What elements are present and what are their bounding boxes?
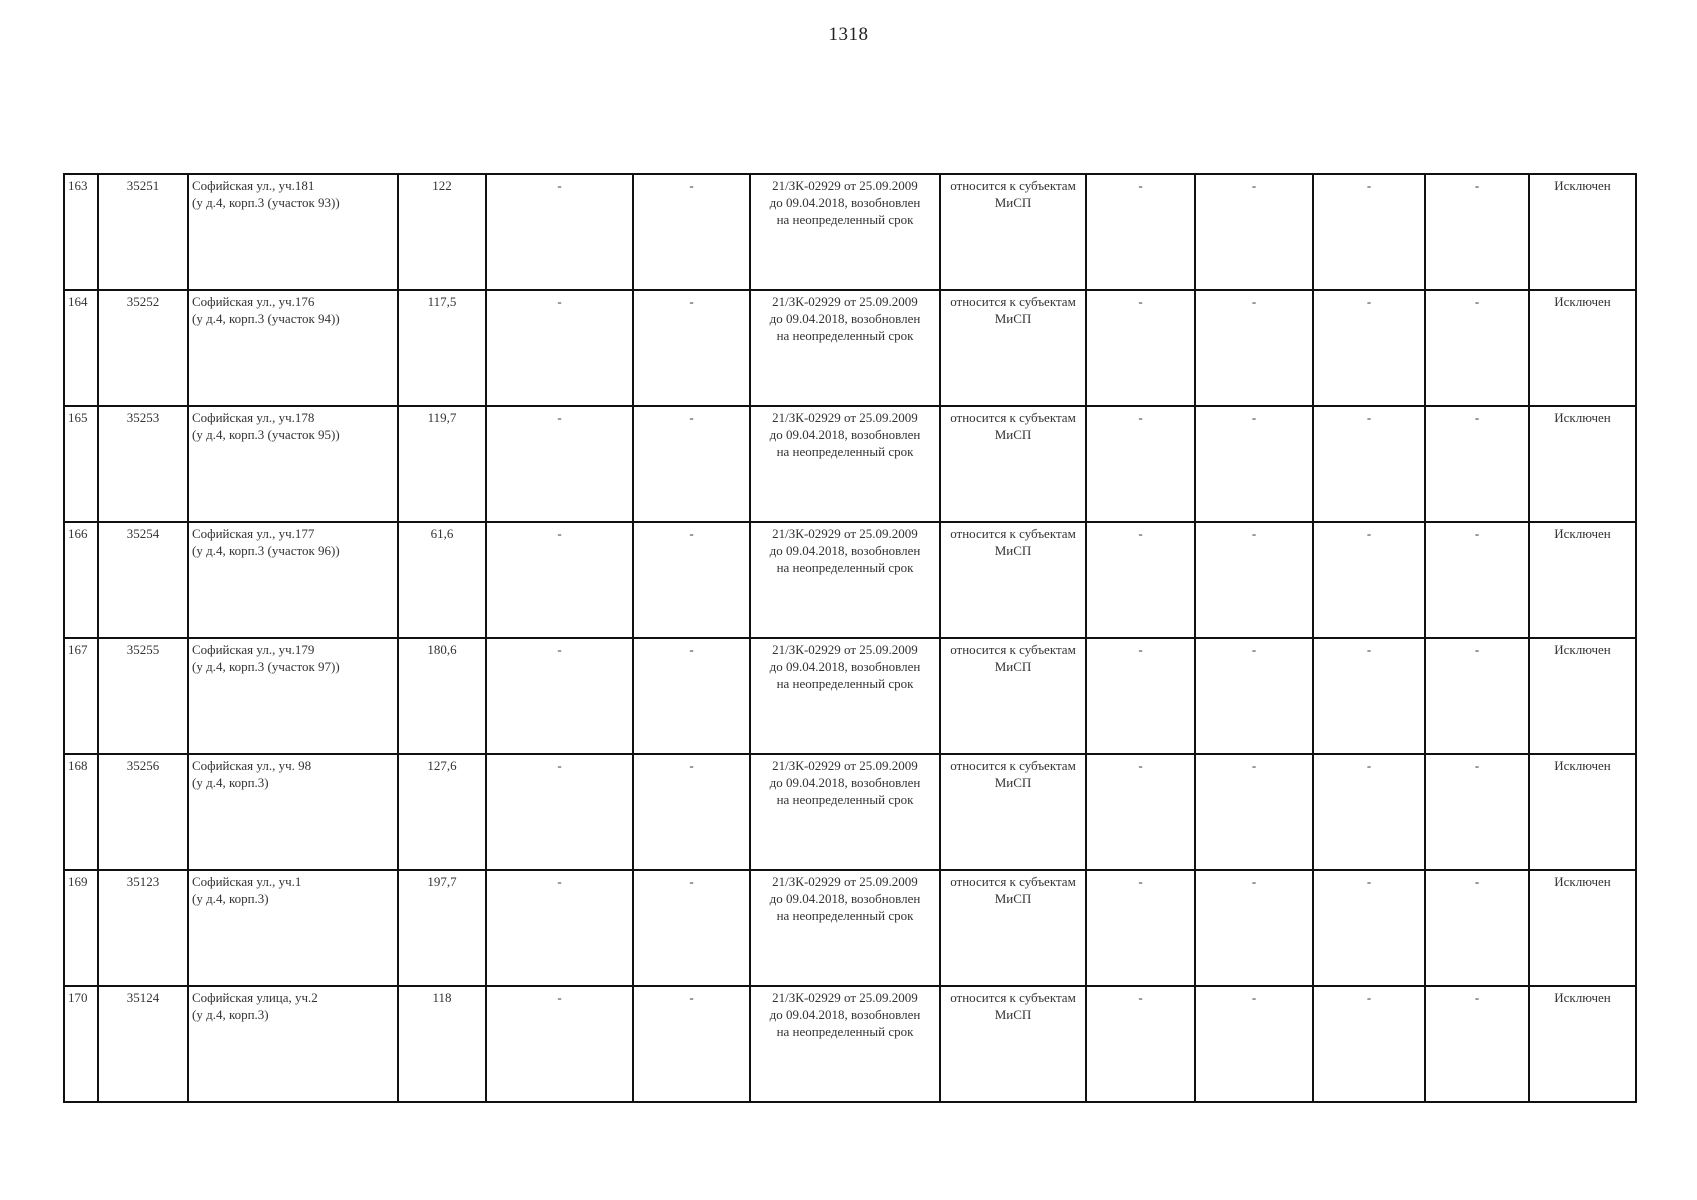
address-detail: (у д.4, корп.3 (участок 94)) bbox=[192, 311, 340, 326]
subject-cell bbox=[940, 290, 1086, 406]
address-detail: (у д.4, корп.3 (участок 97)) bbox=[192, 659, 340, 674]
address-cell bbox=[188, 638, 398, 754]
row-number: 169 bbox=[64, 870, 98, 986]
table-row bbox=[64, 986, 1636, 1102]
area-cell: 180,6 bbox=[398, 638, 486, 754]
subject-abbr: МиСП bbox=[994, 659, 1032, 674]
empty-cell: - bbox=[486, 174, 633, 290]
address-detail: (у д.4, корп.3) bbox=[192, 1007, 269, 1022]
contract-term: до 09.04.2018, возобновлен bbox=[769, 311, 921, 326]
subject-abbr: МиСП bbox=[994, 891, 1032, 906]
contract-renewal: на неопределенный срок bbox=[776, 676, 914, 691]
row-number: 164 bbox=[64, 290, 98, 406]
row-number: 168 bbox=[64, 754, 98, 870]
object-code: 35254 bbox=[98, 522, 188, 638]
contract-cell bbox=[750, 638, 940, 754]
object-code: 35256 bbox=[98, 754, 188, 870]
contract-cell bbox=[750, 290, 940, 406]
empty-cell: - bbox=[1425, 174, 1529, 290]
contract-renewal: на неопределенный срок bbox=[776, 560, 914, 575]
empty-cell: - bbox=[1086, 754, 1195, 870]
status-cell: Исключен bbox=[1529, 174, 1636, 290]
subject-text: относится к субъектам bbox=[950, 758, 1076, 773]
subject-abbr: МиСП bbox=[994, 775, 1032, 790]
address-line: Софийская улица, уч.2 bbox=[192, 990, 318, 1005]
status-cell: Исключен bbox=[1529, 290, 1636, 406]
empty-cell: - bbox=[633, 638, 750, 754]
address-cell bbox=[188, 290, 398, 406]
object-code: 35253 bbox=[98, 406, 188, 522]
subject-cell bbox=[940, 406, 1086, 522]
registry-body bbox=[64, 174, 1636, 1102]
area-cell: 197,7 bbox=[398, 870, 486, 986]
contract-cell bbox=[750, 174, 940, 290]
empty-cell: - bbox=[1086, 522, 1195, 638]
area-cell: 119,7 bbox=[398, 406, 486, 522]
table-row bbox=[64, 870, 1636, 986]
empty-cell: - bbox=[486, 638, 633, 754]
empty-cell: - bbox=[1425, 986, 1529, 1102]
empty-cell: - bbox=[1086, 870, 1195, 986]
empty-cell: - bbox=[633, 522, 750, 638]
empty-cell: - bbox=[1195, 870, 1313, 986]
address-line: Софийская ул., уч. 98 bbox=[192, 758, 312, 773]
object-code: 35255 bbox=[98, 638, 188, 754]
address-cell bbox=[188, 986, 398, 1102]
address-detail: (у д.4, корп.3 (участок 96)) bbox=[192, 543, 340, 558]
address-line: Софийская ул., уч.1 bbox=[192, 874, 302, 889]
contract-term: до 09.04.2018, возобновлен bbox=[769, 891, 921, 906]
object-code: 35123 bbox=[98, 870, 188, 986]
row-number: 163 bbox=[64, 174, 98, 290]
object-code: 35252 bbox=[98, 290, 188, 406]
contract-renewal: на неопределенный срок bbox=[776, 908, 914, 923]
address-cell bbox=[188, 174, 398, 290]
address-cell bbox=[188, 870, 398, 986]
contract-number: 21/ЗК-02929 от 25.09.2009 bbox=[772, 642, 918, 657]
empty-cell: - bbox=[633, 174, 750, 290]
subject-text: относится к субъектам bbox=[950, 178, 1076, 193]
empty-cell: - bbox=[633, 754, 750, 870]
subject-cell bbox=[940, 522, 1086, 638]
contract-renewal: на неопределенный срок bbox=[776, 792, 914, 807]
empty-cell: - bbox=[633, 986, 750, 1102]
subject-abbr: МиСП bbox=[994, 1007, 1032, 1022]
empty-cell: - bbox=[1195, 638, 1313, 754]
status-cell: Исключен bbox=[1529, 754, 1636, 870]
area-cell: 127,6 bbox=[398, 754, 486, 870]
empty-cell: - bbox=[1195, 406, 1313, 522]
area-cell: 118 bbox=[398, 986, 486, 1102]
contract-number: 21/ЗК-02929 от 25.09.2009 bbox=[772, 990, 918, 1005]
empty-cell: - bbox=[1195, 522, 1313, 638]
contract-term: до 09.04.2018, возобновлен bbox=[769, 659, 921, 674]
empty-cell: - bbox=[1313, 870, 1425, 986]
empty-cell: - bbox=[1195, 174, 1313, 290]
empty-cell: - bbox=[486, 754, 633, 870]
area-cell: 117,5 bbox=[398, 290, 486, 406]
contract-renewal: на неопределенный срок bbox=[776, 328, 914, 343]
contract-number: 21/ЗК-02929 от 25.09.2009 bbox=[772, 874, 918, 889]
empty-cell: - bbox=[1313, 174, 1425, 290]
subject-text: относится к субъектам bbox=[950, 410, 1076, 425]
empty-cell: - bbox=[1425, 638, 1529, 754]
empty-cell: - bbox=[1195, 986, 1313, 1102]
address-line: Софийская ул., уч.176 bbox=[192, 294, 315, 309]
contract-term: до 09.04.2018, возобновлен bbox=[769, 427, 921, 442]
contract-number: 21/ЗК-02929 от 25.09.2009 bbox=[772, 526, 918, 541]
page-number: 1318 bbox=[828, 24, 869, 45]
subject-text: относится к субъектам bbox=[950, 294, 1076, 309]
status-cell: Исключен bbox=[1529, 406, 1636, 522]
empty-cell: - bbox=[1425, 290, 1529, 406]
empty-cell: - bbox=[1086, 638, 1195, 754]
subject-text: относится к субъектам bbox=[950, 642, 1076, 657]
subject-abbr: МиСП bbox=[994, 543, 1032, 558]
empty-cell: - bbox=[633, 870, 750, 986]
empty-cell: - bbox=[486, 406, 633, 522]
address-cell bbox=[188, 522, 398, 638]
empty-cell: - bbox=[1313, 986, 1425, 1102]
contract-renewal: на неопределенный срок bbox=[776, 444, 914, 459]
row-number: 166 bbox=[64, 522, 98, 638]
empty-cell: - bbox=[486, 522, 633, 638]
empty-cell: - bbox=[486, 870, 633, 986]
address-cell bbox=[188, 406, 398, 522]
empty-cell: - bbox=[1195, 290, 1313, 406]
empty-cell: - bbox=[1313, 406, 1425, 522]
subject-cell bbox=[940, 754, 1086, 870]
empty-cell: - bbox=[1425, 522, 1529, 638]
empty-cell: - bbox=[486, 290, 633, 406]
subject-abbr: МиСП bbox=[994, 311, 1032, 326]
contract-cell bbox=[750, 522, 940, 638]
area-cell: 61,6 bbox=[398, 522, 486, 638]
contract-cell bbox=[750, 986, 940, 1102]
area-cell: 122 bbox=[398, 174, 486, 290]
registry-table bbox=[63, 173, 1637, 1103]
address-detail: (у д.4, корп.3 (участок 95)) bbox=[192, 427, 340, 442]
subject-text: относится к субъектам bbox=[950, 990, 1076, 1005]
table-row bbox=[64, 290, 1636, 406]
address-detail: (у д.4, корп.3) bbox=[192, 775, 269, 790]
object-code: 35251 bbox=[98, 174, 188, 290]
empty-cell: - bbox=[1086, 986, 1195, 1102]
row-number: 170 bbox=[64, 986, 98, 1102]
subject-cell bbox=[940, 986, 1086, 1102]
contract-cell bbox=[750, 870, 940, 986]
subject-abbr: МиСП bbox=[994, 427, 1032, 442]
empty-cell: - bbox=[1313, 522, 1425, 638]
contract-term: до 09.04.2018, возобновлен bbox=[769, 775, 921, 790]
subject-cell bbox=[940, 174, 1086, 290]
status-cell: Исключен bbox=[1529, 870, 1636, 986]
contract-renewal: на неопределенный срок bbox=[776, 212, 914, 227]
subject-cell bbox=[940, 870, 1086, 986]
table-row bbox=[64, 406, 1636, 522]
empty-cell: - bbox=[1195, 754, 1313, 870]
subject-abbr: МиСП bbox=[994, 195, 1032, 210]
contract-term: до 09.04.2018, возобновлен bbox=[769, 1007, 921, 1022]
status-cell: Исключен bbox=[1529, 638, 1636, 754]
contract-number: 21/ЗК-02929 от 25.09.2009 bbox=[772, 178, 918, 193]
table-row bbox=[64, 522, 1636, 638]
empty-cell: - bbox=[633, 406, 750, 522]
address-line: Софийская ул., уч.178 bbox=[192, 410, 315, 425]
contract-cell bbox=[750, 754, 940, 870]
empty-cell: - bbox=[1086, 290, 1195, 406]
contract-number: 21/ЗК-02929 от 25.09.2009 bbox=[772, 758, 918, 773]
address-detail: (у д.4, корп.3 (участок 93)) bbox=[192, 195, 340, 210]
subject-text: относится к субъектам bbox=[950, 526, 1076, 541]
address-line: Софийская ул., уч.177 bbox=[192, 526, 315, 541]
object-code: 35124 bbox=[98, 986, 188, 1102]
contract-term: до 09.04.2018, возобновлен bbox=[769, 195, 921, 210]
status-cell: Исключен bbox=[1529, 522, 1636, 638]
address-line: Софийская ул., уч.179 bbox=[192, 642, 315, 657]
table-row bbox=[64, 174, 1636, 290]
empty-cell: - bbox=[1313, 290, 1425, 406]
empty-cell: - bbox=[486, 986, 633, 1102]
table-row bbox=[64, 754, 1636, 870]
empty-cell: - bbox=[1086, 174, 1195, 290]
subject-cell bbox=[940, 638, 1086, 754]
contract-number: 21/ЗК-02929 от 25.09.2009 bbox=[772, 410, 918, 425]
contract-cell bbox=[750, 406, 940, 522]
table-row bbox=[64, 638, 1636, 754]
empty-cell: - bbox=[1313, 754, 1425, 870]
empty-cell: - bbox=[633, 290, 750, 406]
row-number: 165 bbox=[64, 406, 98, 522]
address-cell bbox=[188, 754, 398, 870]
status-cell: Исключен bbox=[1529, 986, 1636, 1102]
contract-renewal: на неопределенный срок bbox=[776, 1024, 914, 1039]
subject-text: относится к субъектам bbox=[950, 874, 1076, 889]
empty-cell: - bbox=[1425, 754, 1529, 870]
empty-cell: - bbox=[1425, 870, 1529, 986]
address-detail: (у д.4, корп.3) bbox=[192, 891, 269, 906]
empty-cell: - bbox=[1313, 638, 1425, 754]
contract-number: 21/ЗК-02929 от 25.09.2009 bbox=[772, 294, 918, 309]
row-number: 167 bbox=[64, 638, 98, 754]
contract-term: до 09.04.2018, возобновлен bbox=[769, 543, 921, 558]
address-line: Софийская ул., уч.181 bbox=[192, 178, 315, 193]
empty-cell: - bbox=[1425, 406, 1529, 522]
empty-cell: - bbox=[1086, 406, 1195, 522]
